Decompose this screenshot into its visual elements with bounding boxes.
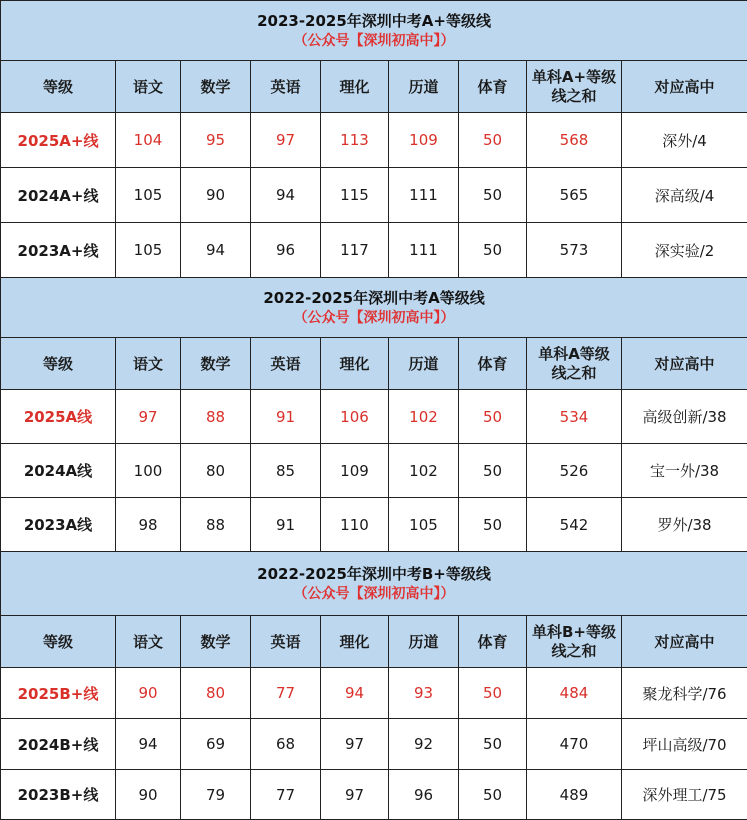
cell-chinese: 94 [116, 719, 181, 770]
cell-pe: 50 [459, 113, 527, 168]
table-row [1, 113, 747, 168]
header-science: 理化 [321, 338, 389, 390]
cell-pe: 50 [459, 168, 527, 223]
cell-sum: 565 [527, 168, 622, 223]
cell-history: 111 [389, 223, 459, 278]
cell-chinese: 105 [116, 223, 181, 278]
table-row [1, 498, 747, 552]
header-sum-line2: 线之和 [527, 87, 621, 106]
cell-pe: 50 [459, 668, 527, 719]
cell-history: 93 [389, 668, 459, 719]
cell-school: 宝一外/38 [622, 444, 747, 498]
section-subtitle-text: （公众号【深圳初高中】） [1, 308, 747, 328]
cell-sum: 573 [527, 223, 622, 278]
cell-chinese: 100 [116, 444, 181, 498]
cell-math: 95 [181, 113, 251, 168]
cell-school: 深高级/4 [622, 168, 747, 223]
table-row [1, 719, 747, 770]
header-math: 数学 [181, 61, 251, 113]
header-english: 英语 [251, 61, 321, 113]
cell-school: 高级创新/38 [622, 390, 747, 444]
section-title-row [1, 1, 747, 61]
cell-chinese: 97 [116, 390, 181, 444]
cell-chinese: 105 [116, 168, 181, 223]
header-science: 理化 [321, 61, 389, 113]
table-row [1, 390, 747, 444]
header-row [1, 61, 747, 113]
table-row [1, 168, 747, 223]
header-english: 英语 [251, 616, 321, 668]
header-math: 数学 [181, 616, 251, 668]
cell-level: 2024B+线 [1, 719, 116, 770]
section-title-row [1, 552, 747, 616]
cell-level: 2025B+线 [1, 668, 116, 719]
table-row [1, 223, 747, 278]
cell-science: 115 [321, 168, 389, 223]
cell-english: 77 [251, 668, 321, 719]
cell-pe: 50 [459, 444, 527, 498]
cell-pe: 50 [459, 770, 527, 820]
header-sum-line1: 单科B+等级 [527, 623, 621, 642]
header-sum-line1: 单科A等级 [527, 345, 621, 364]
header-school: 对应高中 [622, 61, 747, 113]
cell-history: 109 [389, 113, 459, 168]
cell-science: 117 [321, 223, 389, 278]
cell-science: 113 [321, 113, 389, 168]
cell-level: 2024A+线 [1, 168, 116, 223]
section-title [1, 1, 747, 61]
cell-english: 91 [251, 390, 321, 444]
cell-math: 80 [181, 668, 251, 719]
section-title [1, 278, 747, 338]
cell-school: 坪山高级/70 [622, 719, 747, 770]
cell-sum: 568 [527, 113, 622, 168]
cell-history: 102 [389, 390, 459, 444]
header-chinese: 语文 [116, 61, 181, 113]
cell-level: 2023A+线 [1, 223, 116, 278]
cell-history: 92 [389, 719, 459, 770]
cell-sum: 534 [527, 390, 622, 444]
header-history: 历道 [389, 338, 459, 390]
section-title-text: 2022-2025年深圳中考B+等级线 [1, 564, 747, 584]
cell-history: 111 [389, 168, 459, 223]
cell-english: 94 [251, 168, 321, 223]
cell-math: 80 [181, 444, 251, 498]
cell-pe: 50 [459, 719, 527, 770]
cell-chinese: 98 [116, 498, 181, 552]
cell-english: 96 [251, 223, 321, 278]
header-school: 对应高中 [622, 616, 747, 668]
header-math: 数学 [181, 338, 251, 390]
cell-math: 79 [181, 770, 251, 820]
cell-sum: 542 [527, 498, 622, 552]
cell-level: 2025A线 [1, 390, 116, 444]
cell-science: 97 [321, 770, 389, 820]
header-science: 理化 [321, 616, 389, 668]
cell-sum: 484 [527, 668, 622, 719]
cell-chinese: 90 [116, 770, 181, 820]
cell-history: 105 [389, 498, 459, 552]
section-title [1, 552, 747, 616]
cell-school: 罗外/38 [622, 498, 747, 552]
cell-chinese: 90 [116, 668, 181, 719]
cell-english: 97 [251, 113, 321, 168]
header-sum-line2: 线之和 [527, 642, 621, 661]
cell-english: 91 [251, 498, 321, 552]
cell-math: 88 [181, 498, 251, 552]
cell-chinese: 104 [116, 113, 181, 168]
cell-pe: 50 [459, 498, 527, 552]
cell-sum: 489 [527, 770, 622, 820]
section-title-row [1, 278, 747, 338]
header-english: 英语 [251, 338, 321, 390]
header-level: 等级 [1, 61, 116, 113]
header-pe: 体育 [459, 616, 527, 668]
section-subtitle-text: （公众号【深圳初高中】） [1, 31, 747, 51]
header-pe: 体育 [459, 61, 527, 113]
cell-english: 85 [251, 444, 321, 498]
header-row [1, 616, 747, 668]
section-subtitle-text: （公众号【深圳初高中】） [1, 584, 747, 604]
cell-science: 110 [321, 498, 389, 552]
header-sum [527, 61, 622, 113]
cell-level: 2023A线 [1, 498, 116, 552]
header-sum [527, 338, 622, 390]
cell-level: 2024A线 [1, 444, 116, 498]
header-sum-line2: 线之和 [527, 364, 621, 383]
header-pe: 体育 [459, 338, 527, 390]
table-row [1, 770, 747, 820]
table-row [1, 444, 747, 498]
header-chinese: 语文 [116, 616, 181, 668]
cell-science: 106 [321, 390, 389, 444]
cell-science: 97 [321, 719, 389, 770]
header-sum [527, 616, 622, 668]
cell-science: 94 [321, 668, 389, 719]
cell-math: 90 [181, 168, 251, 223]
cell-history: 96 [389, 770, 459, 820]
cell-math: 88 [181, 390, 251, 444]
header-row [1, 338, 747, 390]
header-sum-line1: 单科A+等级 [527, 68, 621, 87]
section-title-text: 2023-2025年深圳中考A+等级线 [1, 11, 747, 31]
section-title-text: 2022-2025年深圳中考A等级线 [1, 288, 747, 308]
table-row [1, 668, 747, 719]
header-school: 对应高中 [622, 338, 747, 390]
cell-math: 69 [181, 719, 251, 770]
cell-sum: 470 [527, 719, 622, 770]
header-level: 等级 [1, 616, 116, 668]
header-chinese: 语文 [116, 338, 181, 390]
header-history: 历道 [389, 616, 459, 668]
cell-level: 2025A+线 [1, 113, 116, 168]
cell-english: 77 [251, 770, 321, 820]
header-history: 历道 [389, 61, 459, 113]
cell-english: 68 [251, 719, 321, 770]
cell-math: 94 [181, 223, 251, 278]
cell-pe: 50 [459, 390, 527, 444]
cell-level: 2023B+线 [1, 770, 116, 820]
cell-history: 102 [389, 444, 459, 498]
cell-school: 聚龙科学/76 [622, 668, 747, 719]
cell-school: 深外理工/75 [622, 770, 747, 820]
cell-pe: 50 [459, 223, 527, 278]
cell-school: 深外/4 [622, 113, 747, 168]
cell-school: 深实验/2 [622, 223, 747, 278]
cell-science: 109 [321, 444, 389, 498]
cell-sum: 526 [527, 444, 622, 498]
header-level: 等级 [1, 338, 116, 390]
